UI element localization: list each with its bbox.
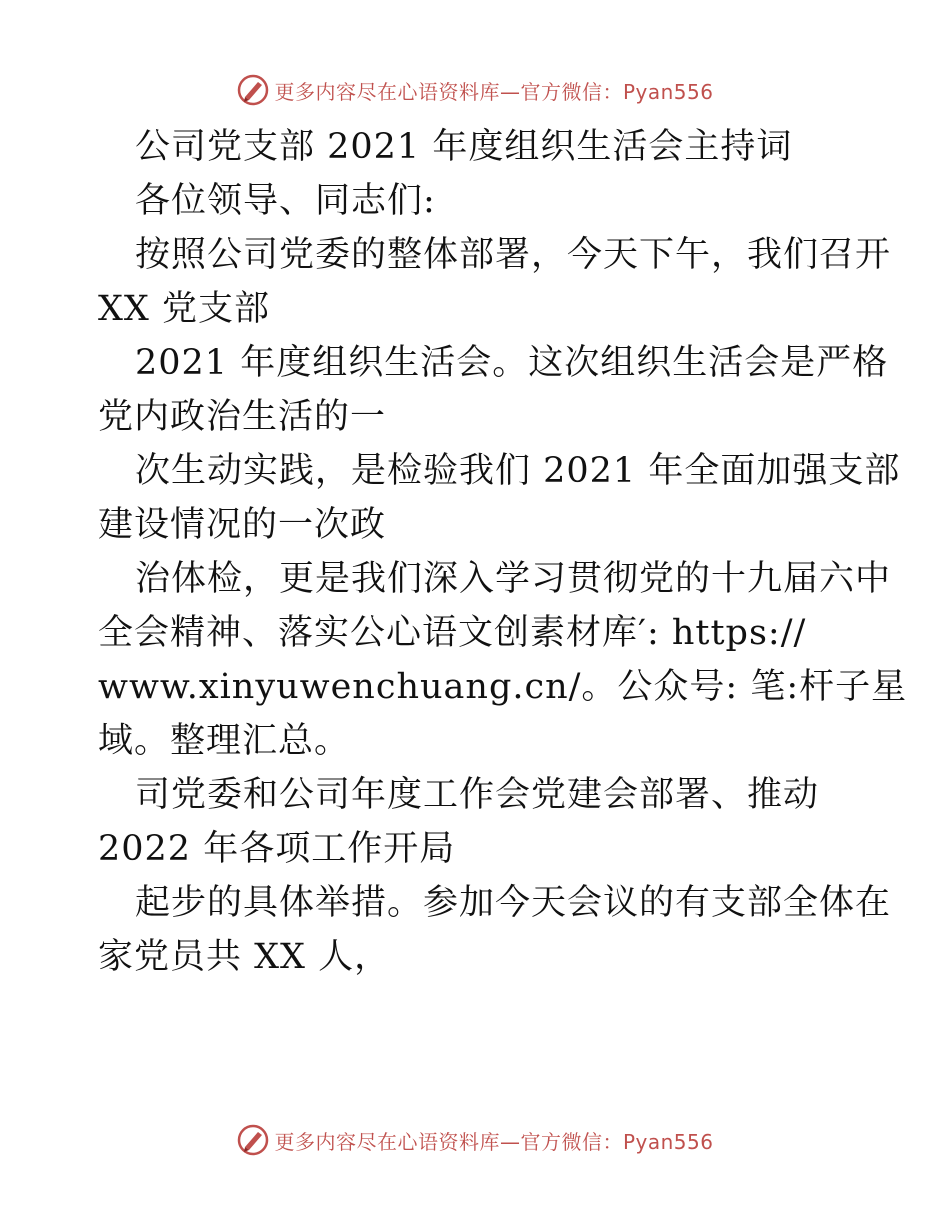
text-line: 全会精神、落实公心语文创素材库′: https://: [98, 613, 807, 653]
pen-logo-icon: [236, 73, 270, 107]
text-line: 起步的具体举措。参加今天会议的有支部全体在: [135, 883, 892, 923]
text-line: 次生动实践，是检验我们 2021 年全面加强支部: [135, 451, 901, 491]
header-watermark: [0, 70, 950, 110]
text-line: 按照公司党委的整体部署，今天下午，我们召开: [135, 235, 892, 275]
text-line: 治体检，更是我们深入学习贯彻党的十九届六中: [135, 559, 892, 599]
document-body: [98, 120, 908, 984]
text-line: XX 党支部: [98, 289, 270, 329]
watermark-text: 更多内容尽在心语资料库—官方微信：Pyan556: [274, 1129, 714, 1154]
text-line: 2021 年度组织生活会。这次组织生活会是严格: [135, 343, 889, 383]
text-line: 司党委和公司年度工作会党建会部署、推动: [135, 775, 820, 815]
text-line: 公司党支部 2021 年度组织生活会主持词: [135, 127, 793, 167]
text-line: 域。整理汇总。: [98, 721, 351, 761]
pen-logo-icon: [236, 1123, 270, 1157]
text-line: 建设情况的一次政: [98, 505, 387, 545]
text-line: 党内政治生活的一: [98, 397, 387, 437]
text-line: 2022 年各项工作开局: [98, 829, 456, 869]
text-line: 各位领导、同志们:: [135, 181, 436, 221]
watermark-text: 更多内容尽在心语资料库—官方微信：Pyan556: [274, 79, 714, 104]
text-line: www.xinyuwenchuang.cn/。公众号: 笔:杆子星: [98, 667, 908, 707]
footer-watermark: [0, 1120, 950, 1160]
text-line: 家党员共 XX 人，: [98, 937, 391, 977]
